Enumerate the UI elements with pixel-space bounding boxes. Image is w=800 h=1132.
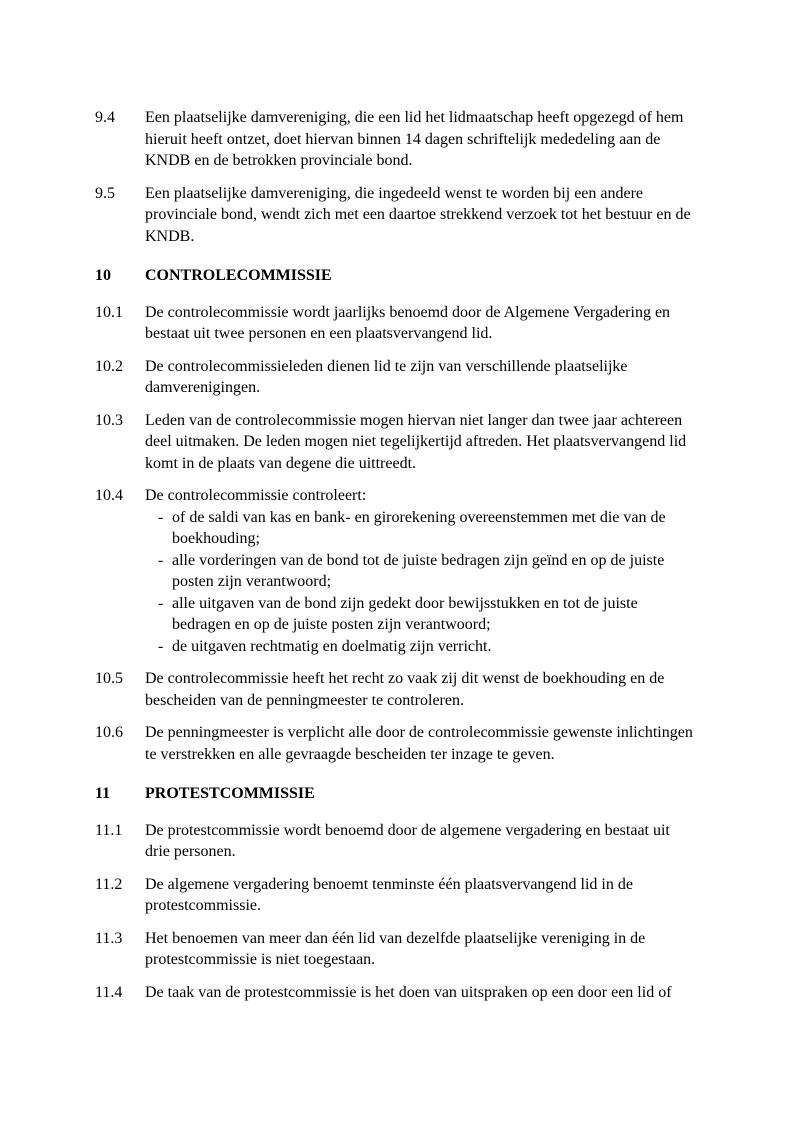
clause-body: [145, 302, 697, 345]
clause-number: 10.1: [95, 303, 123, 321]
clause-text: De algemene vergadering benoemt tenminste één plaatsvervangend lid in de protestcommissie.: [145, 875, 633, 914]
clause-body: [145, 820, 697, 863]
clause-body: [145, 410, 697, 475]
clause-body: [145, 668, 697, 711]
clause: [95, 107, 745, 172]
clause-body: [145, 982, 697, 1004]
clause-number: 10.4: [95, 487, 123, 504]
clause-body: [145, 183, 697, 248]
clause-number: 10.3: [95, 411, 123, 429]
bullet-text: alle uitgaven van de bond zijn gedekt door bewijsstukken en tot de juiste bedragen en op de juiste posten zijn verantwoord;: [172, 594, 638, 633]
clause: [95, 410, 745, 475]
section-heading: [95, 265, 745, 287]
section-heading: [95, 783, 745, 805]
clause: [95, 820, 745, 863]
clause-text: De controlecommissieleden dienen lid te zijn van verschillende plaatselijke damverenigingen.: [145, 357, 628, 396]
bullet-item: [158, 507, 697, 550]
clause-text: Leden van de controlecommissie mogen hiervan niet langer dan twee jaar achtereen deel uitmaken. De leden mogen niet tegelijkertijd aftreden. Het plaatsvervangend lid komt in de plaats van degene die uittreedt.: [145, 411, 687, 472]
clause-number: 11.2: [95, 875, 123, 893]
clause-number: 10.2: [95, 357, 123, 375]
dash-marker: -: [158, 508, 164, 526]
clause-text: De controlecommissie heeft het recht zo vaak zij dit wenst de boekhouding en de bescheiden van de penningmeester te controleren.: [145, 670, 665, 709]
clause: [95, 356, 745, 399]
clause: [95, 982, 745, 1004]
clause-text: De controlecommissie wordt jaarlijks benoemd door de Algemene Vergadering en bestaat uit twee personen en een plaatsvervangend lid.: [145, 303, 671, 342]
clause: [95, 302, 745, 345]
clause: [95, 874, 745, 917]
bullet-text: de uitgaven rechtmatig en doelmatig zijn verricht.: [172, 637, 492, 655]
clause-body: [145, 356, 697, 399]
clause-body: [145, 485, 697, 657]
bullet-text: alle vorderingen van de bond tot de juiste bedragen zijn geïnd en op de juiste posten zijn verantwoord;: [172, 551, 665, 590]
dash-marker: -: [158, 637, 164, 655]
document-content: [95, 107, 745, 1003]
clause-text: De protestcommissie wordt benoemd door de algemene vergadering en bestaat uit drie personen.: [145, 821, 670, 860]
clause: [95, 485, 745, 657]
clause-body: [145, 874, 697, 917]
dash-marker: -: [158, 594, 164, 612]
clause-number: 11.3: [95, 929, 123, 947]
section-title: CONTROLECOMMISSIE: [145, 267, 332, 284]
clause-body: [145, 928, 697, 971]
clause-text: De taak van de protestcommissie is het doen van uitspraken op een door een lid of: [145, 983, 672, 1001]
clause-number: 9.5: [95, 184, 115, 202]
clause: [95, 928, 745, 971]
clause-text: De penningmeester is verplicht alle door de controlecommissie gewenste inlichtingen te verstrekken en alle gevraagde bescheiden ter inzage te geven.: [145, 724, 693, 763]
clause: [95, 722, 745, 765]
clause-text: Een plaatselijke damvereniging, die ingedeeld wenst te worden bij een andere provinciale bond, wendt zich met een daartoe strekkend verzoek tot het bestuur en de KNDB.: [145, 184, 691, 245]
dash-marker: -: [158, 551, 164, 569]
clause: [95, 668, 745, 711]
clause-text: De controlecommissie controleert:: [145, 487, 367, 504]
clause-body: [145, 107, 697, 172]
bullet-text: of de saldi van kas en bank- en girorekening overeenstemmen met die van de boekhouding;: [172, 508, 666, 547]
section-title: PROTESTCOMMISSIE: [145, 785, 315, 802]
clause-number: 10.6: [95, 724, 123, 741]
clause-number: 10.5: [95, 670, 123, 687]
clause-number: 11.4: [95, 983, 123, 1001]
clause-number: 9.4: [95, 109, 115, 126]
section-number: 11: [95, 785, 111, 802]
clause-bullets: [145, 507, 697, 658]
clause-body: [145, 722, 697, 765]
section-number: 10: [95, 267, 111, 284]
bullet-item: [158, 636, 697, 658]
bullet-item: [158, 550, 697, 593]
clause: [95, 183, 745, 248]
bullet-item: [158, 593, 697, 636]
clause-text: Het benoemen van meer dan één lid van dezelfde plaatselijke vereniging in de protestcommissie is niet toegestaan.: [145, 929, 646, 968]
clause-number: 11.1: [95, 821, 123, 839]
clause-text: Een plaatselijke damvereniging, die een lid het lidmaatschap heeft opgezegd of hem hieruit heeft ontzet, doet hiervan binnen 14 dagen schriftelijk mededeling aan de KNDB en de betrokken provinciale bond.: [145, 109, 684, 169]
